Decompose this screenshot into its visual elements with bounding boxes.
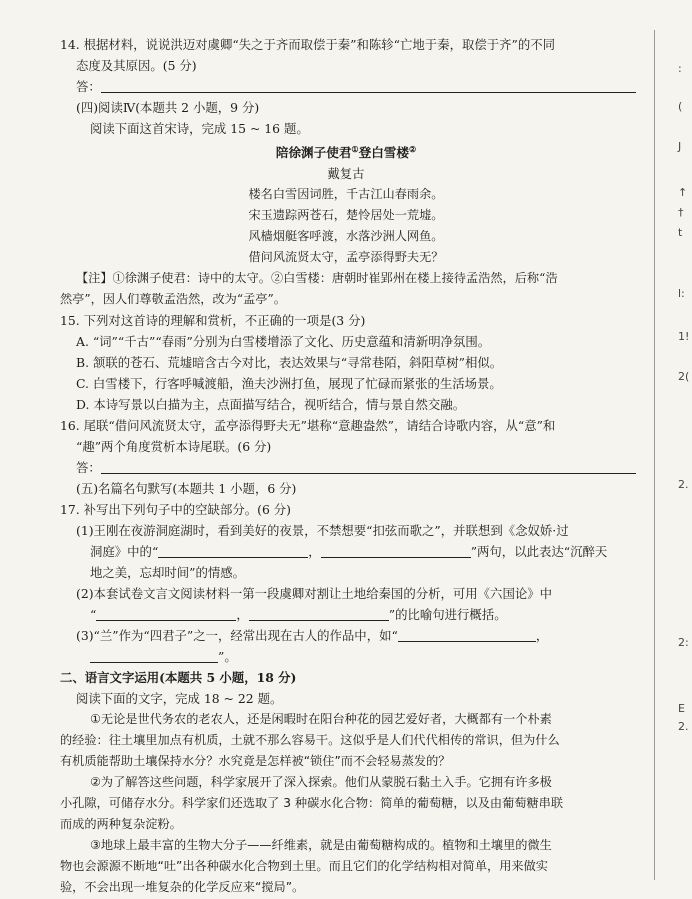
q17-item3-line2 bbox=[60, 646, 632, 667]
q15-option-a: A. “词”“千古”“春雨”分别为白雪楼增添了文化、历史意蕴和清新明净氛围。 bbox=[76, 334, 491, 350]
poem-title-footnote-2: ② bbox=[408, 144, 417, 154]
q17-item2-sep: ， bbox=[236, 607, 249, 623]
part2-heading: 二、语言文字运用(本题共 5 小题，18 分) bbox=[60, 670, 297, 686]
fragment-13: 2. bbox=[678, 720, 689, 733]
q17-item2-line1: (2)本套试卷文言文阅读材料一第一段虞卿对割让土地给秦国的分析，可用《六国论》中 bbox=[76, 586, 553, 602]
part2-instruction: 阅读下面的文字，完成 18 ~ 22 题。 bbox=[76, 691, 283, 707]
fragment-8: 1! bbox=[678, 330, 690, 343]
passage bbox=[60, 709, 632, 898]
q16-answer-line[interactable] bbox=[101, 460, 636, 474]
q15-option-c: C. 白雪楼下，行客呼喊渡船，渔夫沙洲打鱼，展现了忙碌而紧张的生活场景。 bbox=[76, 376, 502, 392]
poem-line-2: 宋玉遗踪两苍石，楚怜居处一荒墟。 bbox=[248, 208, 444, 223]
main-column bbox=[60, 34, 632, 898]
q17-item3-sep: ， bbox=[535, 628, 549, 644]
poem-note-line1: 【注】①徐渊子使君：诗中的太守。②白雪楼：唐朝时崔郢州在楼上接待孟浩然，后称“浩 bbox=[76, 271, 558, 286]
poem-line-1: 楼名白雪因词胜，千古江山春雨余。 bbox=[248, 187, 444, 202]
section5-heading: (五)名篇名句默写(本题共 1 小题，6 分) bbox=[76, 481, 297, 497]
q16-answer-row bbox=[60, 457, 632, 478]
fragment-12: E bbox=[678, 702, 685, 715]
q17-item1-suffix: ”两句，以此表达“沉醉天 bbox=[470, 544, 608, 560]
q17-item2-suffix: ”的比喻句进行概括。 bbox=[388, 607, 507, 623]
adjacent-column-fragments bbox=[670, 0, 692, 899]
q17-item1-sep: ， bbox=[308, 544, 321, 560]
passage-para3-line1: ③地球上最丰富的生物大分子——纤维素，就是由葡萄糖构成的。植物和土壤里的微生 bbox=[90, 838, 552, 853]
q17-item2-line2 bbox=[60, 604, 632, 625]
passage-para1-line2: 的经验：往土壤里加点有机质，土就不那么容易干。这似乎是人们代代相传的常识，但为什么 bbox=[60, 733, 560, 748]
fragment-7: l: bbox=[678, 287, 685, 300]
q14-stem-line2: 态度及其原因。(5 分) bbox=[76, 58, 197, 73]
q17-item1-line2 bbox=[60, 541, 632, 562]
q16-stem-line2: “趣”两个角度赏析本诗尾联。(6 分) bbox=[76, 439, 272, 455]
passage-para1-line1: ①无论是世代务农的老农人，还是闲暇时在阳台种花的园艺爱好者，大概都有一个朴素 bbox=[90, 712, 552, 727]
q17-item3-suffix: ”。 bbox=[218, 649, 237, 665]
passage-para2-line3: 而成的两种复杂淀粉。 bbox=[60, 817, 182, 832]
q17-item3-blank-1[interactable] bbox=[398, 627, 536, 642]
q17-item2-blank-1[interactable] bbox=[96, 606, 236, 621]
poem-title-part2: 登白雪楼 bbox=[358, 145, 409, 161]
fragment-9: 2( bbox=[678, 370, 690, 383]
q15-option-b: B. 颔联的苍石、荒墟暗含古今对比，表达效果与“寻常巷陌，斜阳草树”相似。 bbox=[76, 355, 503, 371]
q17-item1-line3: 地之美，忘却时间”的情感。 bbox=[90, 565, 246, 581]
q16-answer-label: 答： bbox=[76, 460, 101, 476]
q17-item3-line1 bbox=[60, 625, 632, 646]
passage-para3-line2: 物也会源源不断地“吐”出各种碳水化合物到土里。而且它们的化学结构相对简单，用来做实 bbox=[60, 859, 548, 874]
fragment-11: 2: bbox=[678, 636, 689, 649]
q14-answer-row bbox=[60, 76, 632, 97]
q17-item3-prefix: (3)“兰”作为“四君子”之一，经常出现在古人的作品中，如“ bbox=[76, 628, 398, 644]
q15-option-d: D. 本诗写景以白描为主，点面描写结合，视听结合，情与景自然交融。 bbox=[76, 397, 466, 413]
q15-stem: 15. 下列对这首诗的理解和赏析，不正确的一项是(3 分) bbox=[60, 313, 366, 329]
poem-title bbox=[60, 139, 632, 163]
q14-answer-line[interactable] bbox=[101, 79, 636, 93]
q16-stem-line1: 16. 尾联“借问风流贤太守，孟亭添得野夫无”堪称“意趣盎然”，请结合诗歌内容，从“意”和 bbox=[60, 418, 556, 434]
poem-line-4: 借问风流贤太守，孟亭添得野夫无？ bbox=[248, 250, 444, 265]
fragment-2: ( bbox=[678, 100, 683, 113]
q17-item1-prefix: 洞庭》中的“ bbox=[90, 544, 159, 560]
q17-item3-blank-2[interactable] bbox=[90, 648, 218, 663]
poem-author: 戴复古 bbox=[327, 166, 365, 182]
fragment-10: 2. bbox=[678, 478, 689, 491]
q17-item1-line1: (1)王刚在夜游洞庭湖时，看到美好的夜景，不禁想要“扣弦而歌之”，并联想到《念奴娇·过 bbox=[76, 523, 569, 539]
poem-title-part1: 陪徐渊子使君 bbox=[275, 145, 352, 161]
q14-stem-line1: 14. 根据材料，说说洪迈对虞卿“失之于齐而取偿于秦”和陈轸“亡地于秦，取偿于齐”的不同 bbox=[60, 37, 556, 52]
poem-title-footnote-1: ① bbox=[351, 144, 359, 154]
column-divider bbox=[654, 30, 655, 880]
q17-item1-blank-2[interactable] bbox=[321, 543, 471, 558]
fragment-1: : bbox=[678, 62, 682, 75]
passage-para2-line1: ②为了解答这些问题，科学家展开了深入探索。他们从蒙脱石黏土入手。它拥有许多极 bbox=[90, 775, 552, 790]
poem-line-3: 风樯烟艇客呼渡，水落沙洲人网鱼。 bbox=[248, 229, 444, 244]
reading4-heading: (四)阅读Ⅳ(本题共 2 小题，9 分) bbox=[76, 100, 260, 115]
fragment-3: J bbox=[678, 140, 682, 153]
q17-item2-blank-2[interactable] bbox=[249, 606, 389, 621]
q17-item1-blank-1[interactable] bbox=[158, 543, 308, 558]
fragment-6: t bbox=[678, 226, 683, 239]
poem-note-line2: 然亭”，因人们尊敬孟浩然，改为“孟亭”。 bbox=[60, 292, 286, 307]
reading4-instruction: 阅读下面这首宋诗，完成 15 ~ 16 题。 bbox=[90, 121, 309, 136]
passage-para2-line2: 小孔隙，可储存水分。科学家们还选取了 3 种碳水化合物：简单的葡萄糖，以及由葡萄糖串联 bbox=[60, 796, 564, 811]
q17-stem: 17. 补写出下列句子中的空缺部分。(6 分) bbox=[60, 502, 291, 518]
fragment-5: † bbox=[678, 206, 684, 219]
fragment-4: ↑ bbox=[678, 186, 688, 199]
passage-para1-line3: 有机质能帮助土壤保持水分？水究竟是怎样被“锁住”而不会轻易蒸发的？ bbox=[60, 754, 451, 769]
passage-para3-line3: 验，不会出现一堆复杂的化学反应来“搅局”。 bbox=[60, 880, 305, 895]
q14-answer-label: 答： bbox=[76, 79, 101, 94]
q17-item2-prefix: “ bbox=[90, 607, 97, 623]
